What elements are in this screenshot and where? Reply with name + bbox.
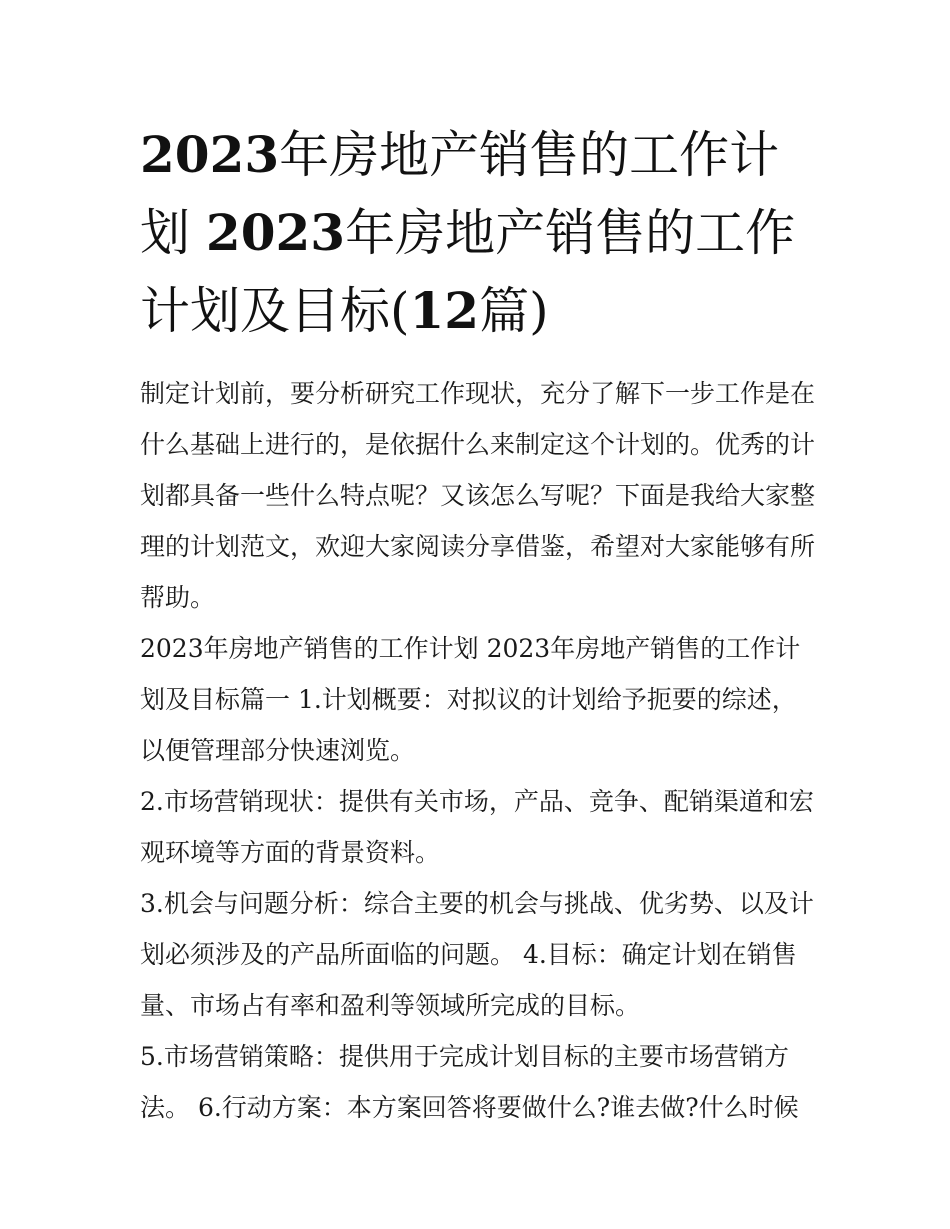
document-body <box>140 116 820 1133</box>
section-paragraph: 5.市场营销策略：提供用于完成计划目标的主要市场营销方法。 6.行动方案：本方案回答将要做什么?谁去做?什么时候 <box>140 1042 799 1122</box>
section-paragraph: 2.市场营销现状：提供有关市场，产品、竞争、配销渠道和宏观环境等方面的背景资料。 <box>140 787 814 867</box>
section-paragraph: 3.机会与问题分析：综合主要的机会与挑战、优劣势、以及计划必须涉及的产品所面临的问题。 4.目标：确定计划在销售量、市场占有率和盈利等领域所完成的目标。 <box>140 889 814 1020</box>
section-paragraph: 2023年房地产销售的工作计划 2023年房地产销售的工作计划及目标篇一 1.计划概要：对拟议的计划给予扼要的综述，以便管理部分快速浏览。 <box>140 634 801 765</box>
document-title: 2023年房地产销售的工作计划 2023年房地产销售的工作计划及目标(12篇) <box>140 125 796 340</box>
intro-paragraph: 制定计划前，要分析研究工作现状，充分了解下一步工作是在什么基础上进行的，是依据什么来制定这个计划的。优秀的计划都具备一些什么特点呢？又该怎么写呢？下面是我给大家整理的计划范文，欢迎大家阅读分享借鉴，希望对大家能够有所帮助。 <box>140 379 816 612</box>
